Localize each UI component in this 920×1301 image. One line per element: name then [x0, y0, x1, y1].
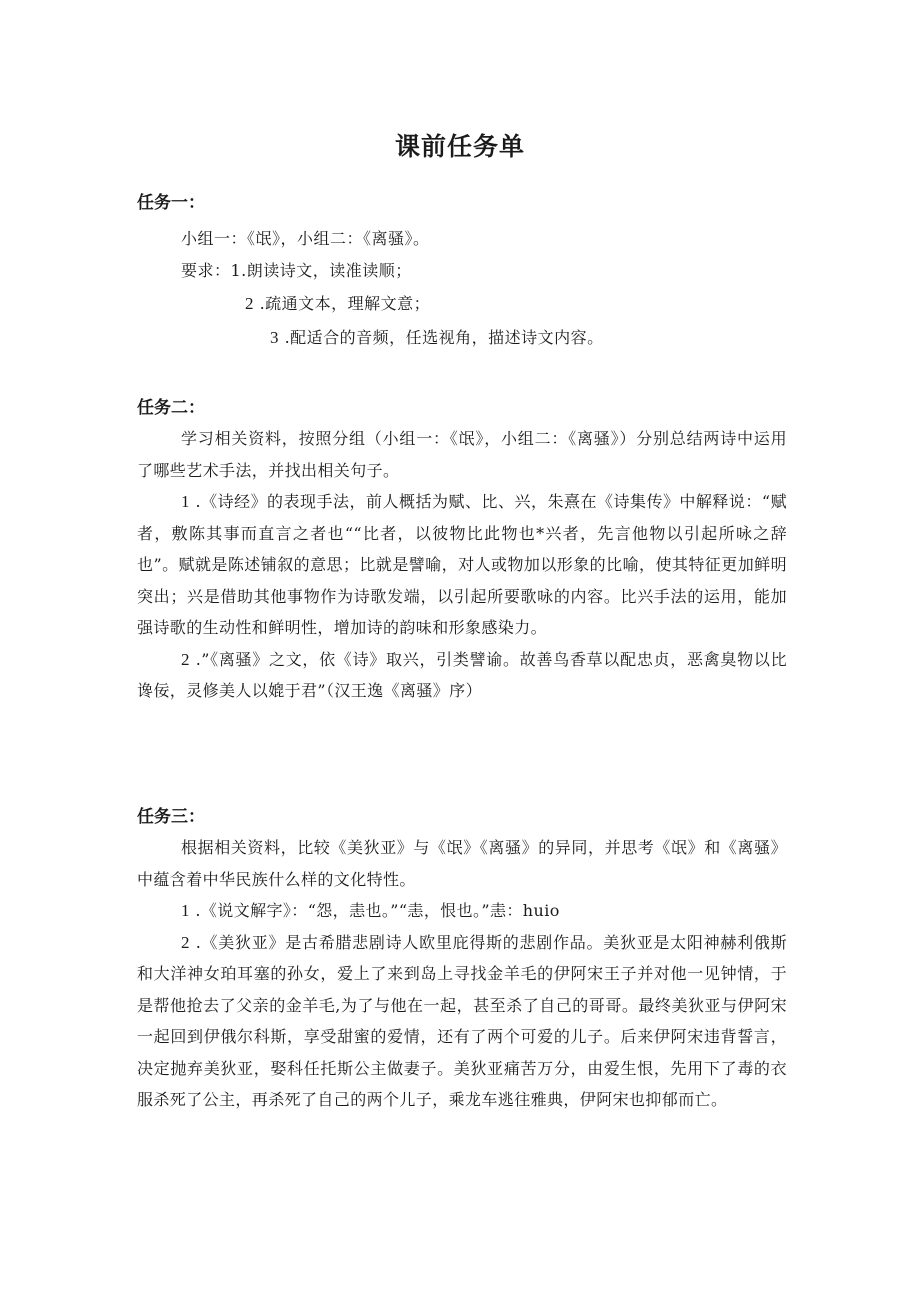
task3-body [137, 832, 787, 1116]
task1-groups: 小组一：《氓》，小组二：《离骚》。 [181, 229, 430, 248]
task1-requirement-2 [245, 291, 430, 314]
task2-item-2-number: 2 [181, 649, 190, 669]
page-title: 课前任务单 [394, 132, 525, 161]
task2-heading: 任务二： [137, 398, 205, 418]
task2-body [137, 423, 787, 707]
task3-heading: 任务三： [137, 807, 205, 827]
task3-item-1 [137, 895, 787, 927]
task3-item-2-number: 2 [181, 932, 190, 952]
task2-item-2-text: .”《离骚》之文，依《诗》取兴，引类譬谕。故善鸟香草以配忠贞，恶禽臭物以比谗佞，灵修美人以媲于君”（汉王逸《离骚》序） [137, 649, 787, 700]
task3-item-1-text: .《说文解字》：“怨，恚也。”“恚，恨也。”恚：huio [195, 901, 560, 920]
task3-item-2 [137, 927, 787, 1116]
task2-item-1-number: 1 [181, 492, 190, 511]
task2-intro: 学习相关资料，按照分组（小组一：《氓》，小组二：《离骚》）分别总结两诗中运用了哪些艺术手法，并找出相关句子。 [137, 429, 787, 480]
task1-requirement-1: 要求：1.朗读诗文，读准读顺； [181, 261, 412, 280]
task1-heading: 任务一： [137, 193, 205, 213]
task1-requirement-3-text: .配适合的音频，任选视角，描述诗文内容。 [284, 328, 604, 347]
task3-item-2-text: .《美狄亚》是古希腊悲剧诗人欧里庇得斯的悲剧作品。美狄亚是太阳神赫利俄斯和大洋神女珀耳塞的孙女，爱上了来到岛上寻找金羊毛的伊阿宋王子并对他一见钟情，于是帮他抢去了父亲的金羊毛,为了与他在一起，甚至杀了自己的哥哥。最终美狄亚与伊阿宋一起回到伊俄尔科斯，享受甜蜜的爱情，还有了两个可爱的儿子。后来伊阿宋违背誓言，决定抛弃美狄亚，娶科任托斯公主做妻子。美狄亚痛苦万分，由爱生恨，先用下了毒的衣服杀死了公主，再杀死了自己的两个儿子，乘龙车逃往雅典，伊阿宋也抑郁而亡。 [137, 932, 787, 1109]
task2-item-1-text: .《诗经》的表现手法，前人概括为赋、比、兴，朱熹在《诗集传》中解释说：“赋者，敷陈其事而直言之者也““比者，以彼物比此物也*兴者，先言他物以引起所咏之辞也”。赋就是陈述铺叙的意思；比就是譬喻，对人或物加以形象的比喻，使其特征更加鲜明突出；兴是借助其他事物作为诗歌发端，以引起所要歌咏的内容。比兴手法的运用，能加强诗歌的生动性和鲜明性，增加诗的韵味和形象感染力。 [137, 492, 787, 637]
task1-requirement-3-number: 3 [270, 328, 279, 347]
task2-item-1 [137, 486, 787, 644]
task1-requirement-3 [270, 325, 604, 348]
task1-requirement-2-text: .疏通文本，理解文意； [259, 294, 431, 313]
task3-intro: 根据相关资料，比较《美狄亚》与《氓》《离骚》的异同，并思考《氓》和《离骚》中蕴含着中华民族什么样的文化特性。 [137, 838, 787, 889]
task1-requirement-2-number: 2 [245, 294, 254, 313]
task2-item-2 [137, 644, 787, 707]
task3-item-1-number: 1 [181, 901, 190, 920]
